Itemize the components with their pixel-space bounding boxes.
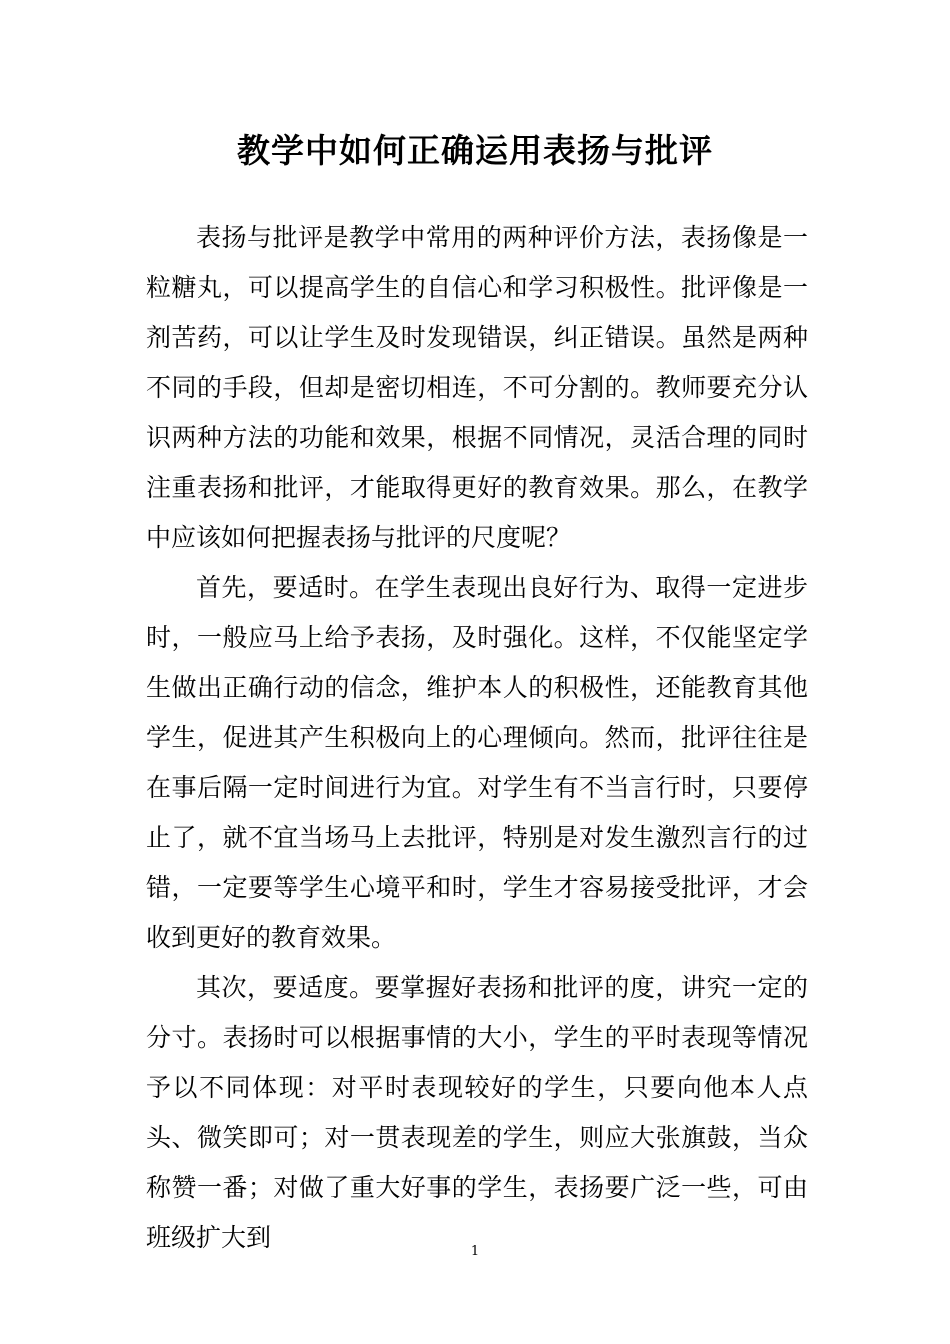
document-title: 教学中如何正确运用表扬与批评 — [237, 131, 713, 170]
paragraph-moderation: 其次，要适度。要掌握好表扬和批评的度，讲究一定的分寸。表扬时可以根据事情的大小，学生的平时表现等情况予以不同体现：对平时表现较好的学生，只要向他本人点头、微笑即可；对一贯表现差的学生，则应大张旗鼓，当众称赞一番；对做了重大好事的学生，表扬要广泛一些，可由班级扩大到 — [146, 973, 808, 1252]
paragraph-intro: 表扬与批评是教学中常用的两种评价方法，表扬像是一粒糖丸，可以提高学生的自信心和学习积极性。批评像是一剂苦药，可以让学生及时发现错误，纠正错误。虽然是两种不同的手段，但却是密切相连，不可分割的。教师要充分认识两种方法的功能和效果，根据不同情况，灵活合理的同时注重表扬和批评，才能取得更好的教育效果。那么，在教学中应该如何把握表扬与批评的尺度呢？ — [146, 223, 808, 552]
page-number: 1 — [470, 1244, 480, 1259]
document-body — [146, 213, 808, 1263]
paragraph-timeliness: 首先，要适时。在学生表现出良好行为、取得一定进步时，一般应马上给予表扬，及时强化。这样，不仅能坚定学生做出正确行动的信念，维护本人的积极性，还能教育其他学生，促进其产生积极向上的心理倾向。然而，批评往往是在事后隔一定时间进行为宜。对学生有不当言行时，只要停止了，就不宜当场马上去批评，特别是对发生激烈言行的过错，一定要等学生心境平和时，学生才容易接受批评，才会收到更好的教育效果。 — [146, 573, 808, 952]
